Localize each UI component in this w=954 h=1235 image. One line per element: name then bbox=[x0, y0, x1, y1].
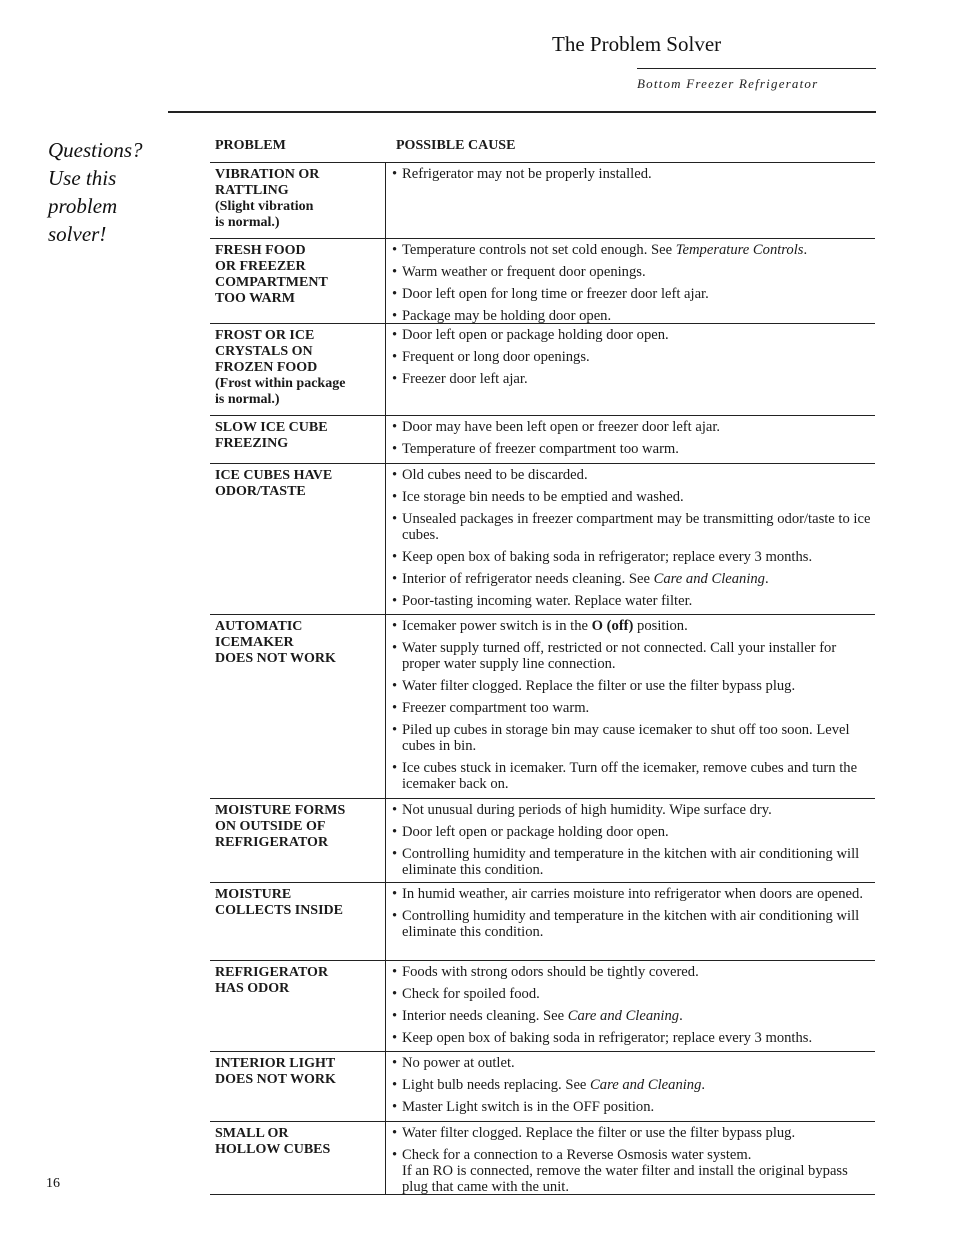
cause-item bbox=[392, 700, 875, 716]
bullet-icon: • bbox=[392, 264, 398, 280]
bullet-icon: • bbox=[392, 760, 398, 776]
bullet-icon: • bbox=[392, 308, 398, 324]
cause-text-main: Refrigerator may not be properly installed. bbox=[402, 166, 652, 182]
cause-text-main: Master Light switch is in the OFF position. bbox=[402, 1099, 655, 1115]
table-row bbox=[210, 239, 875, 324]
cause-text bbox=[402, 467, 875, 483]
cause-text bbox=[402, 349, 875, 365]
cause-text bbox=[402, 722, 875, 754]
bullet-icon: • bbox=[392, 1077, 398, 1093]
cause-text-main: Interior of refrigerator needs cleaning. See bbox=[402, 571, 654, 587]
cause-cell bbox=[386, 961, 875, 1052]
problem-cell: INTERIOR LIGHT DOES NOT WORK bbox=[210, 1052, 386, 1122]
problem-cell: MOISTURE FORMS ON OUTSIDE OF REFRIGERATOR bbox=[210, 799, 386, 883]
cause-item bbox=[392, 1077, 875, 1093]
cause-text-main: Poor-tasting incoming water. Replace water filter. bbox=[402, 593, 693, 609]
bullet-icon: • bbox=[392, 824, 398, 840]
cause-text-reference: Temperature Controls bbox=[675, 242, 804, 258]
cause-item bbox=[392, 802, 875, 818]
bullet-icon: • bbox=[392, 349, 398, 365]
cause-item bbox=[392, 722, 875, 754]
cause-text bbox=[402, 286, 875, 302]
bullet-icon: • bbox=[392, 964, 398, 980]
cause-text-main: Interior needs cleaning. See bbox=[402, 1008, 568, 1024]
cause-text bbox=[402, 846, 875, 878]
cause-cell bbox=[386, 416, 875, 464]
cause-text-main: Icemaker power switch is in the bbox=[402, 618, 592, 634]
cause-item bbox=[392, 678, 875, 694]
cause-text-main: Water filter clogged. Replace the filter or use the filter bypass plug. bbox=[402, 1125, 796, 1141]
cause-text bbox=[402, 242, 875, 258]
cause-text bbox=[402, 1030, 875, 1046]
cause-item bbox=[392, 824, 875, 840]
bullet-icon: • bbox=[392, 1125, 398, 1141]
cause-text bbox=[402, 489, 875, 505]
cause-text-main: Foods with strong odors should be tightly covered. bbox=[402, 964, 699, 980]
cause-item bbox=[392, 964, 875, 980]
cause-text-tail: position. bbox=[633, 618, 688, 634]
cause-text bbox=[402, 571, 875, 587]
cause-text-bold: O (off) bbox=[591, 618, 634, 634]
cause-text bbox=[402, 1099, 875, 1115]
bullet-icon: • bbox=[392, 549, 398, 565]
cause-text bbox=[402, 308, 875, 324]
cause-text-main: Unsealed packages in freezer compartment may be transmitting odor/taste to ice cubes. bbox=[402, 511, 871, 543]
cause-item bbox=[392, 1125, 875, 1141]
cause-text-main: Not unusual during periods of high humidity. Wipe surface dry. bbox=[402, 802, 772, 818]
cause-item bbox=[392, 441, 875, 457]
bullet-icon: • bbox=[392, 511, 398, 527]
bullet-icon: • bbox=[392, 1099, 398, 1115]
cause-text bbox=[402, 1125, 875, 1141]
cause-item bbox=[392, 886, 875, 902]
table-row bbox=[210, 464, 875, 615]
cause-text-main: Water supply turned off, restricted or not connected. Call your installer for proper water supply line connection. bbox=[402, 640, 837, 672]
cause-text-main: Door left open or package holding door open. bbox=[402, 327, 669, 343]
table-row bbox=[210, 615, 875, 799]
cause-text-main: Piled up cubes in storage bin may cause icemaker to shut off too soon. Level cubes in bin. bbox=[402, 722, 850, 754]
cause-text bbox=[402, 986, 875, 1002]
bullet-icon: • bbox=[392, 986, 398, 1002]
cause-cell bbox=[386, 615, 875, 799]
table-row bbox=[210, 1122, 875, 1195]
page-subtitle: Bottom Freezer Refrigerator bbox=[637, 76, 819, 91]
cause-item bbox=[392, 593, 875, 609]
cause-item bbox=[392, 511, 875, 543]
cause-text-main: Door left open for long time or freezer door left ajar. bbox=[402, 286, 709, 302]
cause-item bbox=[392, 166, 875, 182]
cause-text-main: Door may have been left open or freezer door left ajar. bbox=[402, 419, 721, 435]
cause-text bbox=[402, 593, 875, 609]
cause-text-main: Water filter clogged. Replace the filter or use the filter bypass plug. bbox=[402, 678, 796, 694]
cause-text bbox=[402, 1077, 875, 1093]
cause-text-main: Check for spoiled food. bbox=[402, 986, 540, 1002]
cause-item bbox=[392, 419, 875, 435]
cause-text bbox=[402, 618, 875, 634]
bullet-icon: • bbox=[392, 1030, 398, 1046]
cause-cell bbox=[386, 464, 875, 615]
cause-item bbox=[392, 618, 875, 634]
cause-item bbox=[392, 986, 875, 1002]
bullet-icon: • bbox=[392, 886, 398, 902]
cause-text-main: Freezer compartment too warm. bbox=[402, 700, 590, 716]
top-divider bbox=[168, 111, 876, 113]
cause-text-main: Freezer door left ajar. bbox=[402, 371, 528, 387]
problem-cell: FRESH FOOD OR FREEZER COMPARTMENT TOO WARM bbox=[210, 239, 386, 324]
problem-cell: SMALL OR HOLLOW CUBES bbox=[210, 1122, 386, 1195]
cause-text bbox=[402, 511, 875, 543]
problem-cell: VIBRATION OR RATTLING (Slight vibration is normal.) bbox=[210, 163, 386, 239]
bullet-icon: • bbox=[392, 419, 398, 435]
cause-text-main: No power at outlet. bbox=[402, 1055, 515, 1071]
cause-text bbox=[402, 1147, 875, 1195]
cause-item bbox=[392, 549, 875, 565]
cause-text-tail: . bbox=[679, 1008, 683, 1024]
cause-text bbox=[402, 802, 875, 818]
cause-cell bbox=[386, 883, 875, 961]
header-divider bbox=[637, 68, 876, 69]
bullet-icon: • bbox=[392, 441, 398, 457]
cause-cell bbox=[386, 239, 875, 324]
table-row bbox=[210, 324, 875, 416]
cause-text-main: Warm weather or frequent door openings. bbox=[402, 264, 646, 280]
cause-text-main: Keep open box of baking soda in refrigerator; replace every 3 months. bbox=[402, 549, 813, 565]
page-number: 16 bbox=[46, 1176, 60, 1191]
cause-text-tail: . bbox=[764, 571, 769, 587]
cause-text-main: Controlling humidity and temperature in the kitchen with air conditioning will eliminate this condition. bbox=[402, 846, 860, 878]
table-row bbox=[210, 163, 875, 239]
cause-text bbox=[402, 264, 875, 280]
cause-text-reference: Care and Cleaning bbox=[567, 1008, 680, 1024]
cause-text bbox=[402, 549, 875, 565]
column-header-problem: PROBLEM bbox=[215, 138, 286, 153]
cause-text-tail: . bbox=[803, 242, 808, 258]
table-header bbox=[210, 134, 875, 163]
bullet-icon: • bbox=[392, 327, 398, 343]
table-row bbox=[210, 416, 875, 464]
table-row bbox=[210, 883, 875, 961]
table-row bbox=[210, 1052, 875, 1122]
cause-item bbox=[392, 327, 875, 343]
bullet-icon: • bbox=[392, 1008, 398, 1024]
cause-text bbox=[402, 371, 875, 387]
bullet-icon: • bbox=[392, 678, 398, 694]
cause-item bbox=[392, 571, 875, 587]
bullet-icon: • bbox=[392, 571, 398, 587]
bullet-icon: • bbox=[392, 1147, 398, 1163]
cause-item bbox=[392, 1099, 875, 1115]
problem-solver-table bbox=[210, 134, 875, 1195]
cause-text-reference: Care and Cleaning bbox=[590, 1077, 702, 1093]
bullet-icon: • bbox=[392, 467, 398, 483]
cause-item bbox=[392, 1008, 875, 1024]
cause-text-main: Door left open or package holding door open. bbox=[402, 824, 669, 840]
side-note-line: Use this bbox=[48, 166, 117, 190]
cause-text-main: Frequent or long door openings. bbox=[402, 349, 590, 365]
bullet-icon: • bbox=[392, 593, 398, 609]
cause-text bbox=[402, 908, 875, 940]
table-body bbox=[210, 163, 875, 1195]
cause-cell bbox=[386, 1052, 875, 1122]
cause-text bbox=[402, 886, 875, 902]
cause-text bbox=[402, 760, 875, 792]
side-note bbox=[48, 136, 168, 248]
bullet-icon: • bbox=[392, 371, 398, 387]
cause-text-tail: . bbox=[701, 1077, 706, 1093]
cause-text-main: Ice cubes stuck in icemaker. Turn off the icemaker, remove cubes and turn the icemaker back on. bbox=[402, 760, 858, 792]
cause-cell bbox=[386, 1122, 875, 1195]
column-header-cause: POSSIBLE CAUSE bbox=[396, 138, 516, 153]
cause-cell bbox=[386, 163, 875, 239]
cause-item bbox=[392, 286, 875, 302]
cause-item bbox=[392, 640, 875, 672]
bullet-icon: • bbox=[392, 908, 398, 924]
cause-text-main: Temperature controls not set cold enough. See bbox=[402, 242, 676, 258]
side-note-line: problem bbox=[48, 194, 118, 218]
bullet-icon: • bbox=[392, 242, 398, 258]
side-note-line: solver! bbox=[48, 222, 107, 246]
cause-text bbox=[402, 824, 875, 840]
bullet-icon: • bbox=[392, 700, 398, 716]
cause-text bbox=[402, 964, 875, 980]
cause-text-main: Keep open box of baking soda in refrigerator; replace every 3 months. bbox=[402, 1030, 813, 1046]
problem-cell: REFRIGERATOR HAS ODOR bbox=[210, 961, 386, 1052]
cause-text bbox=[402, 640, 875, 672]
cause-item bbox=[392, 242, 875, 258]
bullet-icon: • bbox=[392, 1055, 398, 1071]
cause-text bbox=[402, 441, 875, 457]
page-title: The Problem Solver bbox=[552, 32, 722, 56]
bullet-icon: • bbox=[392, 640, 398, 656]
cause-text-reference: Care and Cleaning bbox=[653, 571, 765, 587]
cause-text bbox=[402, 166, 875, 182]
cause-item bbox=[392, 308, 875, 324]
cause-item bbox=[392, 760, 875, 792]
cause-item bbox=[392, 467, 875, 483]
bullet-icon: • bbox=[392, 166, 398, 182]
cause-cell bbox=[386, 324, 875, 416]
problem-cell: MOISTURE COLLECTS INSIDE bbox=[210, 883, 386, 961]
cause-text-main: Old cubes need to be discarded. bbox=[402, 467, 588, 483]
cause-item bbox=[392, 349, 875, 365]
cause-text-main: Ice storage bin needs to be emptied and washed. bbox=[402, 489, 684, 505]
cause-text-main: In humid weather, air carries moisture into refrigerator when doors are opened. bbox=[402, 886, 863, 902]
cause-item bbox=[392, 371, 875, 387]
cause-text-main: Controlling humidity and temperature in the kitchen with air conditioning will eliminate this condition. bbox=[402, 908, 860, 940]
cause-text bbox=[402, 419, 875, 435]
problem-cell: ICE CUBES HAVE ODOR/TASTE bbox=[210, 464, 386, 615]
cause-item bbox=[392, 1030, 875, 1046]
cause-text-main: Check for a connection to a Reverse Osmosis water system. If an RO is connected, remove the water filter and install the original bypass plug that came with the unit. bbox=[402, 1147, 848, 1195]
cause-text bbox=[402, 327, 875, 343]
cause-item bbox=[392, 264, 875, 280]
table-row bbox=[210, 799, 875, 883]
bullet-icon: • bbox=[392, 618, 398, 634]
cause-text bbox=[402, 678, 875, 694]
bullet-icon: • bbox=[392, 286, 398, 302]
cause-item bbox=[392, 1147, 875, 1195]
bullet-icon: • bbox=[392, 722, 398, 738]
bullet-icon: • bbox=[392, 489, 398, 505]
cause-item bbox=[392, 908, 875, 940]
cause-item bbox=[392, 846, 875, 878]
side-note-line: Questions? bbox=[48, 138, 143, 162]
cause-text-main: Temperature of freezer compartment too warm. bbox=[402, 441, 679, 457]
cause-item bbox=[392, 1055, 875, 1071]
cause-cell bbox=[386, 799, 875, 883]
cause-item bbox=[392, 489, 875, 505]
cause-text-main: Package may be holding door open. bbox=[402, 308, 612, 324]
cause-text-main: Light bulb needs replacing. See bbox=[402, 1077, 591, 1093]
problem-cell: AUTOMATIC ICEMAKER DOES NOT WORK bbox=[210, 615, 386, 799]
problem-cell: FROST OR ICE CRYSTALS ON FROZEN FOOD (Frost within package is normal.) bbox=[210, 324, 386, 416]
cause-text bbox=[402, 1055, 875, 1071]
table-row bbox=[210, 961, 875, 1052]
cause-text bbox=[402, 700, 875, 716]
bullet-icon: • bbox=[392, 802, 398, 818]
cause-text bbox=[402, 1008, 875, 1024]
problem-cell: SLOW ICE CUBE FREEZING bbox=[210, 416, 386, 464]
bullet-icon: • bbox=[392, 846, 398, 862]
